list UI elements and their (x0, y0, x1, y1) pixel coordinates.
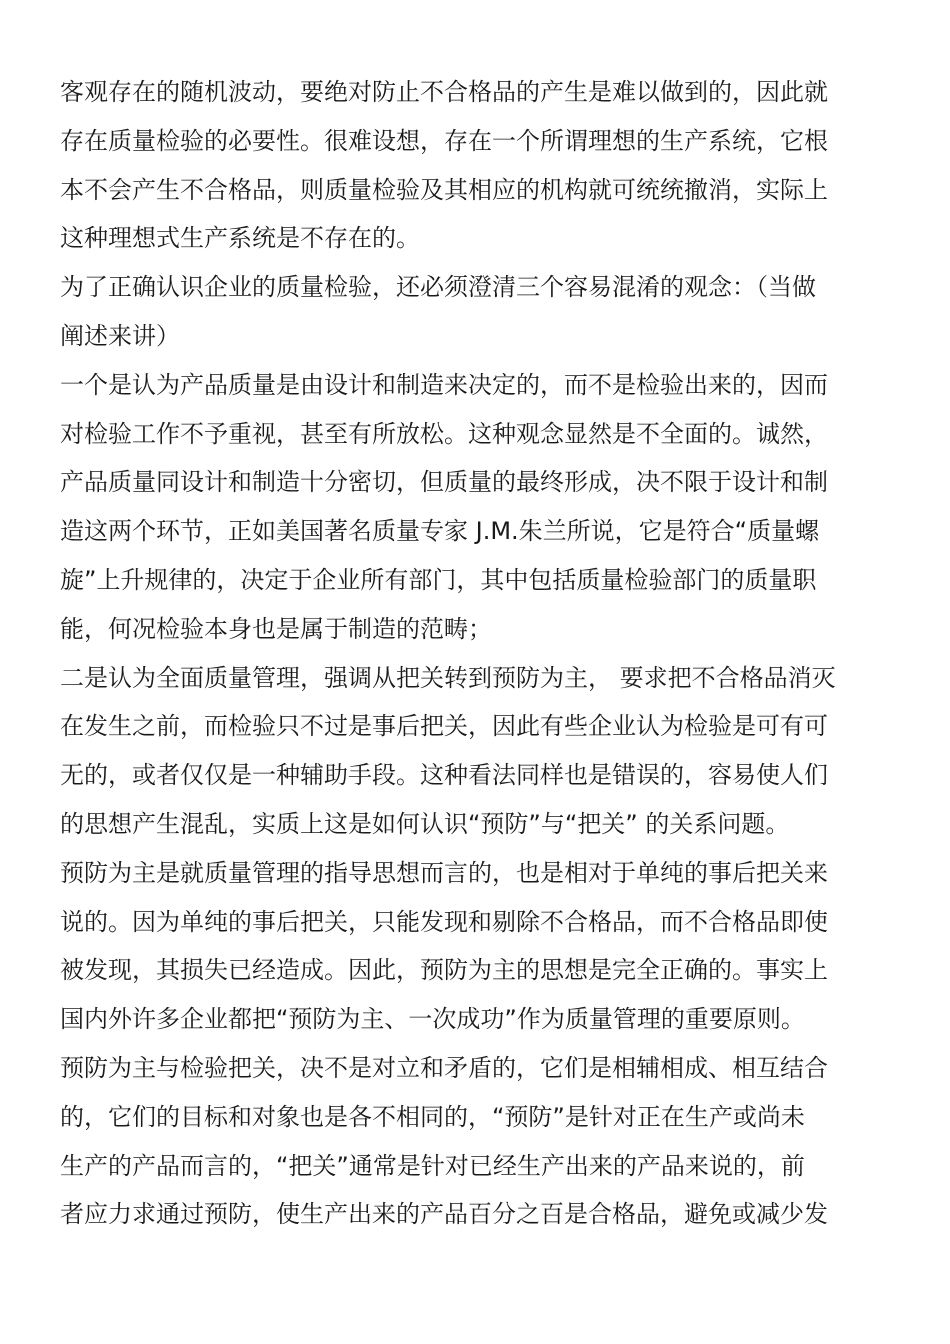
text-line: 这种理想式生产系统是不存在的。 (60, 224, 420, 253)
text-line: 对检验工作不予重视，甚至有所放松。这种观念显然是不全面的。诚然， (60, 419, 828, 448)
text-line: 生产的产品而言的，“把关”通常是针对已经生产出来的产品来说的，前 (60, 1151, 805, 1180)
text-line: 为了正确认识企业的质量检验，还必须澄清三个容易混淆的观念：（当做 (60, 273, 816, 302)
text-line: 无的，或者仅仅是一种辅助手段。这种看法同样也是错误的，容易使人们 (60, 761, 828, 790)
text-line: 者应力求通过预防，使生产出来的产品百分之百是合格品，避免或减少发 (60, 1200, 828, 1229)
text-line: 产品质量同设计和制造十分密切，但质量的最终形成，决不限于设计和制 (60, 468, 828, 497)
text-line: 在发生之前，而检验只不过是事后把关，因此有些企业认为检验是可有可 (60, 712, 828, 741)
text-line: 预防为主是就质量管理的指导思想而言的，也是相对于单纯的事后把关来 (60, 858, 828, 887)
text-line: 造这两个环节，正如美国著名质量专家 J.M.朱兰所说，它是符合“质量螺 (60, 517, 820, 546)
text-line: 本不会产生不合格品，则质量检验及其相应的机构就可统统撤消，实际上 (60, 175, 828, 204)
document-body (60, 68, 890, 1239)
text-line: 旋”上升规律的，决定于企业所有部门，其中包括质量检验部门的质量职 (60, 565, 817, 594)
text-line: 一个是认为产品质量是由设计和制造来决定的，而不是检验出来的，因而 (60, 370, 828, 399)
text-line: 能，何况检验本身也是属于制造的范畴； (60, 614, 492, 643)
text-line: 二是认为全面质量管理，强调从把关转到预防为主， 要求把不合格品消灭 (60, 663, 836, 692)
text-line: 存在质量检验的必要性。很难设想，存在一个所谓理想的生产系统，它根 (60, 126, 828, 155)
text-line: 客观存在的随机波动，要绝对防止不合格品的产生是难以做到的，因此就 (60, 78, 828, 106)
text-line: 被发现，其损失已经造成。因此，预防为主的思想是完全正确的。事实上 (60, 956, 828, 985)
text-line: 的思想产生混乱，实质上这是如何认识“预防”与“把关” 的关系问题。 (60, 809, 790, 838)
text-line: 国内外许多企业都把“预防为主、一次成功”作为质量管理的重要原则。 (60, 1005, 805, 1034)
text-line: 说的。因为单纯的事后把关，只能发现和剔除不合格品，而不合格品即使 (60, 907, 828, 936)
text-line: 预防为主与检验把关，决不是对立和矛盾的，它们是相辅相成、相互结合 (60, 1053, 828, 1082)
text-line: 阐述来讲） (60, 321, 180, 350)
text-line: 的，它们的目标和对象也是各不相同的，“预防”是针对正在生产或尚未 (60, 1102, 805, 1131)
